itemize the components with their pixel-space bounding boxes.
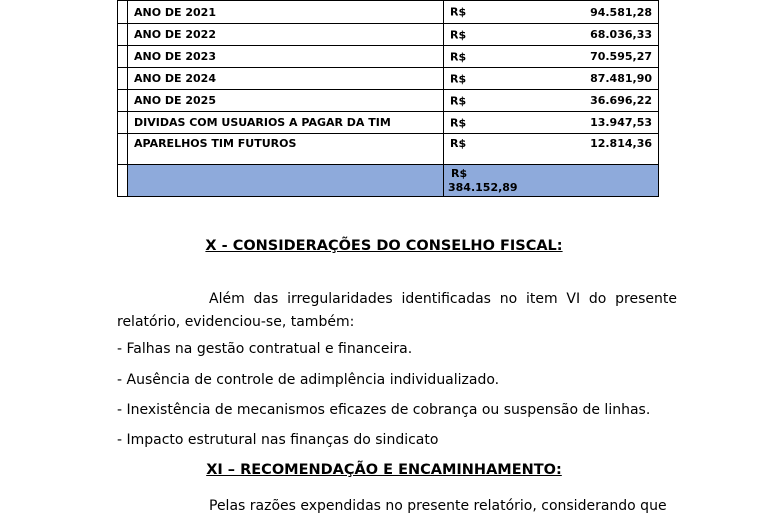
section-xi-title-suffix: : (555, 462, 562, 478)
row-value: 70.595,27 (590, 50, 652, 63)
currency-symbol: R$ (450, 28, 467, 41)
total-fill-cell (128, 165, 444, 197)
section-x-paragraph (117, 288, 677, 334)
total-value: 384.152,89 (448, 180, 518, 194)
table-row (118, 134, 659, 165)
row-amount (444, 1, 659, 24)
list-item: - Impacto estrutural nas finanças do sindicato (117, 432, 439, 448)
row-amount (444, 68, 659, 90)
row-amount (444, 112, 659, 134)
section-x-paragraph-text: Além das irregularidades identificadas no item VI do presente relatório, evidenciou-se, também: (117, 291, 677, 330)
row-label: APARELHOS TIM FUTUROS (128, 134, 444, 165)
row-value: 94.581,28 (590, 5, 652, 19)
currency-symbol: R$ (450, 137, 467, 150)
row-amount (444, 134, 659, 165)
section-x-title: X - CONSIDERAÇÕES DO CONSELHO FISCAL: (205, 238, 563, 254)
section-xi-title (0, 462, 768, 478)
row-amount (444, 24, 659, 46)
table-row (118, 46, 659, 68)
currency-symbol: R$ (450, 50, 467, 63)
currency-symbol: R$ (450, 116, 467, 129)
row-label: ANO DE 2022 (128, 24, 444, 46)
row-value: 68.036,33 (590, 28, 652, 41)
row-value: 36.696,22 (590, 94, 652, 107)
table-row (118, 24, 659, 46)
row-label: ANO DE 2025 (128, 90, 444, 112)
currency-symbol: R$ (450, 72, 467, 85)
row-label: DIVIDAS COM USUARIOS A PAGAR DA TIM (128, 112, 444, 134)
section-xi-paragraph-text: Pelas razões expendidas no presente relatório, considerando que (209, 498, 667, 514)
currency-symbol: R$ (450, 94, 467, 107)
list-item: - Falhas na gestão contratual e financeira. (117, 341, 413, 357)
row-amount (444, 46, 659, 68)
total-row (118, 165, 659, 197)
currency-symbol: R$ (451, 166, 468, 180)
list-item: - Ausência de controle de adimplência individualizado. (117, 372, 500, 388)
currency-symbol: R$ (450, 5, 467, 19)
total-amount (444, 165, 659, 197)
section-xi-title-text: XI – RECOMENDAÇÃO E ENCAMINHAMENTO (206, 462, 556, 478)
table-row (118, 1, 659, 24)
list-item: - Inexistência de mecanismos eficazes de cobrança ou suspensão de linhas. (117, 402, 651, 418)
table-row (118, 90, 659, 112)
row-label: ANO DE 2021 (128, 1, 444, 24)
section-xi-paragraph (117, 495, 677, 518)
table-row (118, 112, 659, 134)
row-value: 13.947,53 (590, 116, 652, 129)
row-value: 12.814,36 (590, 137, 652, 150)
row-label: ANO DE 2023 (128, 46, 444, 68)
row-amount (444, 90, 659, 112)
table-row (118, 68, 659, 90)
row-label: ANO DE 2024 (128, 68, 444, 90)
row-value: 87.481,90 (590, 72, 652, 85)
debt-summary-table (117, 0, 659, 197)
